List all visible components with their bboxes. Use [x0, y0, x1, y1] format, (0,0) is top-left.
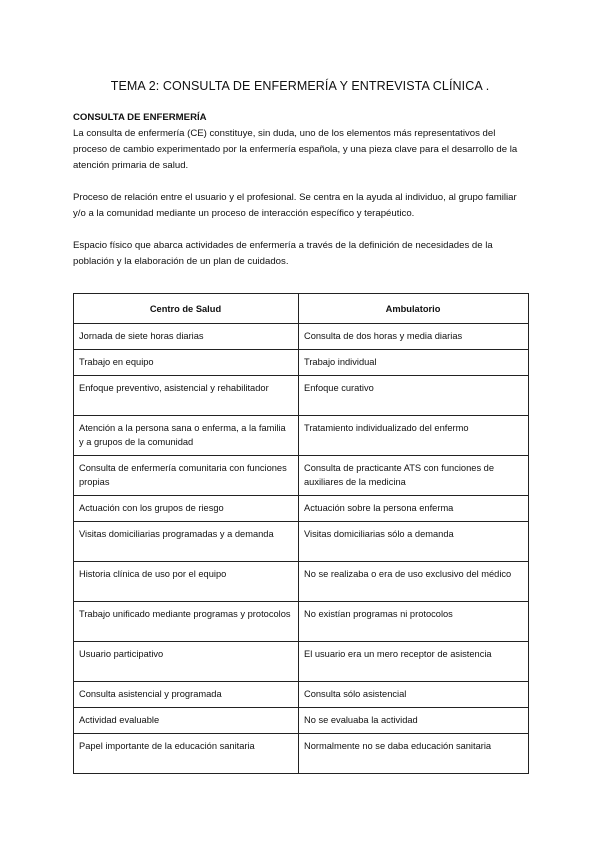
cell-centro-de-salud: Visitas domiciliarias programadas y a demanda [74, 522, 299, 562]
intro-section [73, 110, 528, 286]
table-row [74, 350, 529, 376]
cell-ambulatorio: No se realizaba o era de uso exclusivo del médico [299, 562, 529, 602]
cell-ambulatorio: Tratamiento individualizado del enfermo [299, 416, 529, 456]
cell-ambulatorio: No se evaluaba la actividad [299, 708, 529, 734]
table-row [74, 522, 529, 562]
cell-ambulatorio: Actuación sobre la persona enferma [299, 496, 529, 522]
table-row [74, 562, 529, 602]
table-row [74, 416, 529, 456]
cell-ambulatorio: El usuario era un mero receptor de asistencia [299, 642, 529, 682]
cell-centro-de-salud: Trabajo unificado mediante programas y protocolos [74, 602, 299, 642]
table-row [74, 602, 529, 642]
header-ambulatorio: Ambulatorio [299, 294, 529, 324]
table-row [74, 708, 529, 734]
table-row [74, 642, 529, 682]
cell-ambulatorio: No existían programas ni protocolos [299, 602, 529, 642]
table-row [74, 324, 529, 350]
table-row [74, 682, 529, 708]
cell-centro-de-salud: Trabajo en equipo [74, 350, 299, 376]
paragraph-space: Espacio físico que abarca actividades de enfermería a través de la definición de necesidades de la población y la elaboración de un plan de cuidados. [73, 240, 493, 267]
cell-centro-de-salud: Atención a la persona sana o enferma, a la familia y a grupos de la comunidad [74, 416, 299, 456]
cell-ambulatorio: Consulta sólo asistencial [299, 682, 529, 708]
header-centro-de-salud: Centro de Salud [74, 294, 299, 324]
cell-centro-de-salud: Papel importante de la educación sanitaria [74, 734, 299, 774]
page-title: TEMA 2: CONSULTA DE ENFERMERÍA Y ENTREVISTA CLÍNICA . [110, 79, 490, 93]
cell-ambulatorio: Enfoque curativo [299, 376, 529, 416]
table-row [74, 456, 529, 496]
cell-ambulatorio: Normalmente no se daba educación sanitaria [299, 734, 529, 774]
cell-ambulatorio: Consulta de practicante ATS con funciones de auxiliares de la medicina [299, 456, 529, 496]
cell-centro-de-salud: Jornada de siete horas diarias [74, 324, 299, 350]
table-header-row [74, 294, 529, 324]
cell-centro-de-salud: Consulta asistencial y programada [74, 682, 299, 708]
comparison-table [73, 293, 529, 774]
cell-centro-de-salud: Historia clínica de uso por el equipo [74, 562, 299, 602]
section-heading: CONSULTA DE ENFERMERÍA [73, 112, 207, 123]
cell-ambulatorio: Trabajo individual [299, 350, 529, 376]
cell-centro-de-salud: Actuación con los grupos de riesgo [74, 496, 299, 522]
cell-centro-de-salud: Enfoque preventivo, asistencial y rehabilitador [74, 376, 299, 416]
table-row [74, 496, 529, 522]
table-row [74, 734, 529, 774]
paragraph-process: Proceso de relación entre el usuario y el profesional. Se centra en la ayuda al individuo, al grupo familiar y/o a la comunidad mediante un proceso de interacción específico y terapéutico. [73, 192, 517, 219]
cell-centro-de-salud: Consulta de enfermería comunitaria con funciones propias [74, 456, 299, 496]
cell-ambulatorio: Visitas domiciliarias sólo a demanda [299, 522, 529, 562]
paragraph-definition: La consulta de enfermería (CE) constituye, sin duda, uno de los elementos más representativos del proceso de cambio experimentado por la enfermería española, y una pieza clave para el desarrollo de la atención primaria de salud. [73, 128, 518, 171]
cell-centro-de-salud: Usuario participativo [74, 642, 299, 682]
cell-ambulatorio: Consulta de dos horas y media diarias [299, 324, 529, 350]
table-row [74, 376, 529, 416]
cell-centro-de-salud: Actividad evaluable [74, 708, 299, 734]
